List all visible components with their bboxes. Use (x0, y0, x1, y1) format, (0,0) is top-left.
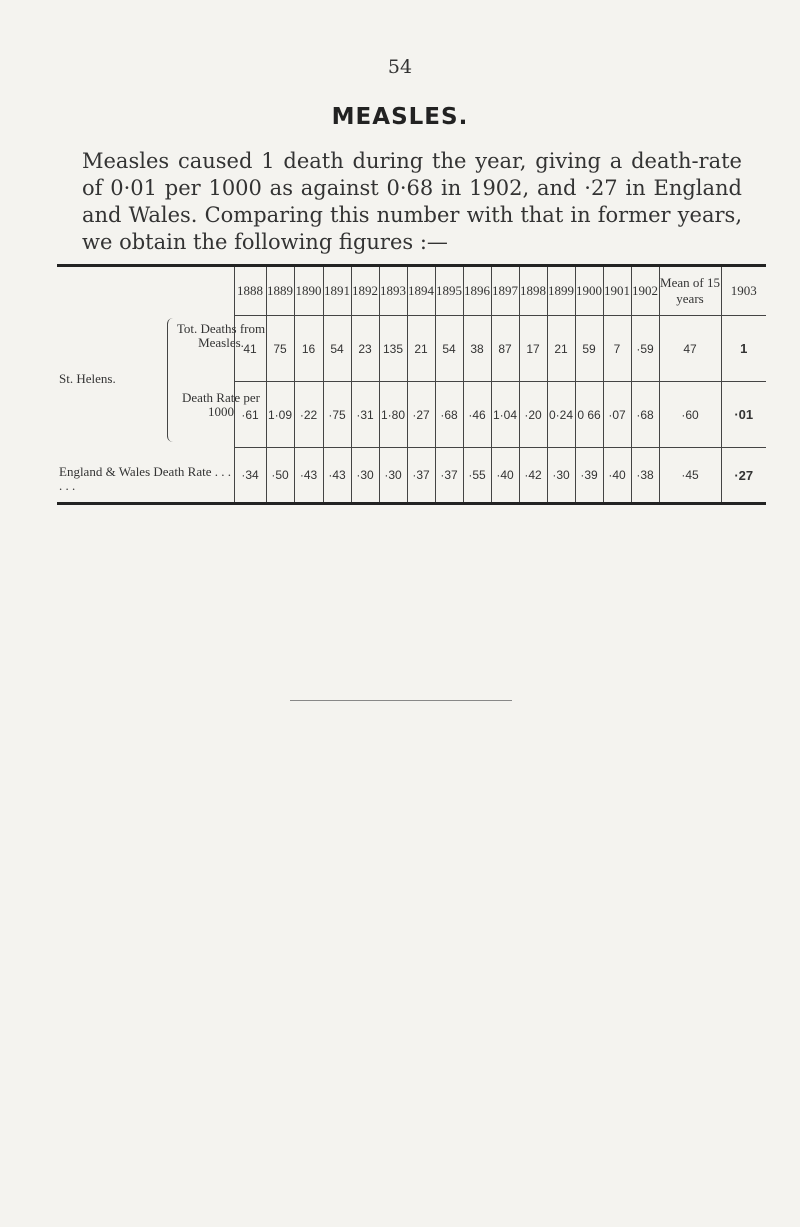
header-year: 1901 (603, 266, 631, 316)
table-cell: ·39 (575, 448, 603, 504)
table-cell: ·75 (323, 382, 351, 448)
table-cell: ·68 (631, 382, 659, 448)
table-cell: 16 (294, 316, 323, 382)
table-row-england-wales (57, 448, 766, 504)
page-number: 54 (387, 56, 413, 78)
table-cell: ·20 (519, 382, 547, 448)
header-mean: Mean of 15 years (659, 266, 721, 316)
table-cell: 75 (266, 316, 294, 382)
table-cell: ·46 (463, 382, 491, 448)
table-cell: ·01 (721, 382, 766, 448)
table-cell: ·38 (631, 448, 659, 504)
table-cell: 54 (435, 316, 463, 382)
table-cell: ·30 (351, 448, 379, 504)
section-title: MEASLES. (331, 104, 469, 130)
row-label-england-wales: England & Wales Death Rate . . . . . . (59, 463, 232, 493)
table-cell: 0·24 (547, 382, 575, 448)
header-year: 1900 (575, 266, 603, 316)
table-cell: ·22 (294, 382, 323, 448)
table-cell: ·37 (435, 448, 463, 504)
header-year: 1893 (379, 266, 407, 316)
header-label-cell (57, 266, 234, 316)
header-year: 1896 (463, 266, 491, 316)
table-cell: 41 (234, 316, 266, 382)
measles-table-container (57, 264, 762, 772)
table-cell: ·55 (463, 448, 491, 504)
measles-table (57, 264, 766, 505)
table-cell: ·43 (323, 448, 351, 504)
table-cell: ·07 (603, 382, 631, 448)
header-year: 1902 (631, 266, 659, 316)
table-cell: ·68 (435, 382, 463, 448)
table-cell: ·30 (547, 448, 575, 504)
table-cell: 17 (519, 316, 547, 382)
table-cell: 1·80 (379, 382, 407, 448)
table-cell: ·61 (234, 382, 266, 448)
table-cell: ·37 (407, 448, 435, 504)
table-cell: ·42 (519, 448, 547, 504)
header-year: 1891 (323, 266, 351, 316)
header-year: 1897 (491, 266, 519, 316)
table-cell: 1·09 (266, 382, 294, 448)
header-year: 1899 (547, 266, 575, 316)
table-cell: 59 (575, 316, 603, 382)
table-cell: 54 (323, 316, 351, 382)
table-cell: 0 66 (575, 382, 603, 448)
table-row-deaths (57, 316, 766, 382)
header-year: 1898 (519, 266, 547, 316)
table-cell: ·40 (603, 448, 631, 504)
row-label-deaths: Tot. Deaths from Measles. (176, 320, 266, 350)
table-cell: ·27 (407, 382, 435, 448)
footer-rule (290, 700, 512, 701)
header-year: 1903 (721, 266, 766, 316)
table-cell: ·31 (351, 382, 379, 448)
table-cell: ·40 (491, 448, 519, 504)
table-cell: 1 (721, 316, 766, 382)
table-cell: ·30 (379, 448, 407, 504)
table-cell: 7 (603, 316, 631, 382)
header-year: 1889 (266, 266, 294, 316)
table-cell: ·27 (721, 448, 766, 504)
table-cell: 21 (547, 316, 575, 382)
table-cell: 47 (659, 316, 721, 382)
header-year: 1890 (294, 266, 323, 316)
table-cell: 23 (351, 316, 379, 382)
table-cell: 38 (463, 316, 491, 382)
table-cell: 87 (491, 316, 519, 382)
header-year: 1888 (234, 266, 266, 316)
table-cell: ·60 (659, 382, 721, 448)
header-year: 1894 (407, 266, 435, 316)
row-label-death-rate: Death Rate per 1000 (182, 389, 260, 419)
table-cell: ·59 (631, 316, 659, 382)
table-cell: 21 (407, 316, 435, 382)
table-cell: ·45 (659, 448, 721, 504)
header-year: 1892 (351, 266, 379, 316)
table-cell: 135 (379, 316, 407, 382)
header-year: 1895 (435, 266, 463, 316)
intro-paragraph: Measles caused 1 death during the year, giving a death-rate of 0·01 per 1000 as against 0·68 in 1902, and ·27 in England and Wales. Comparing this number with that in former years, we obtain the following figures :— (82, 149, 742, 254)
table-cell: 1·04 (491, 382, 519, 448)
header-row (57, 266, 766, 316)
st-helens-label: St. Helens. (59, 370, 116, 386)
table-cell: ·34 (234, 448, 266, 504)
table-cell: ·50 (266, 448, 294, 504)
table-cell: ·43 (294, 448, 323, 504)
